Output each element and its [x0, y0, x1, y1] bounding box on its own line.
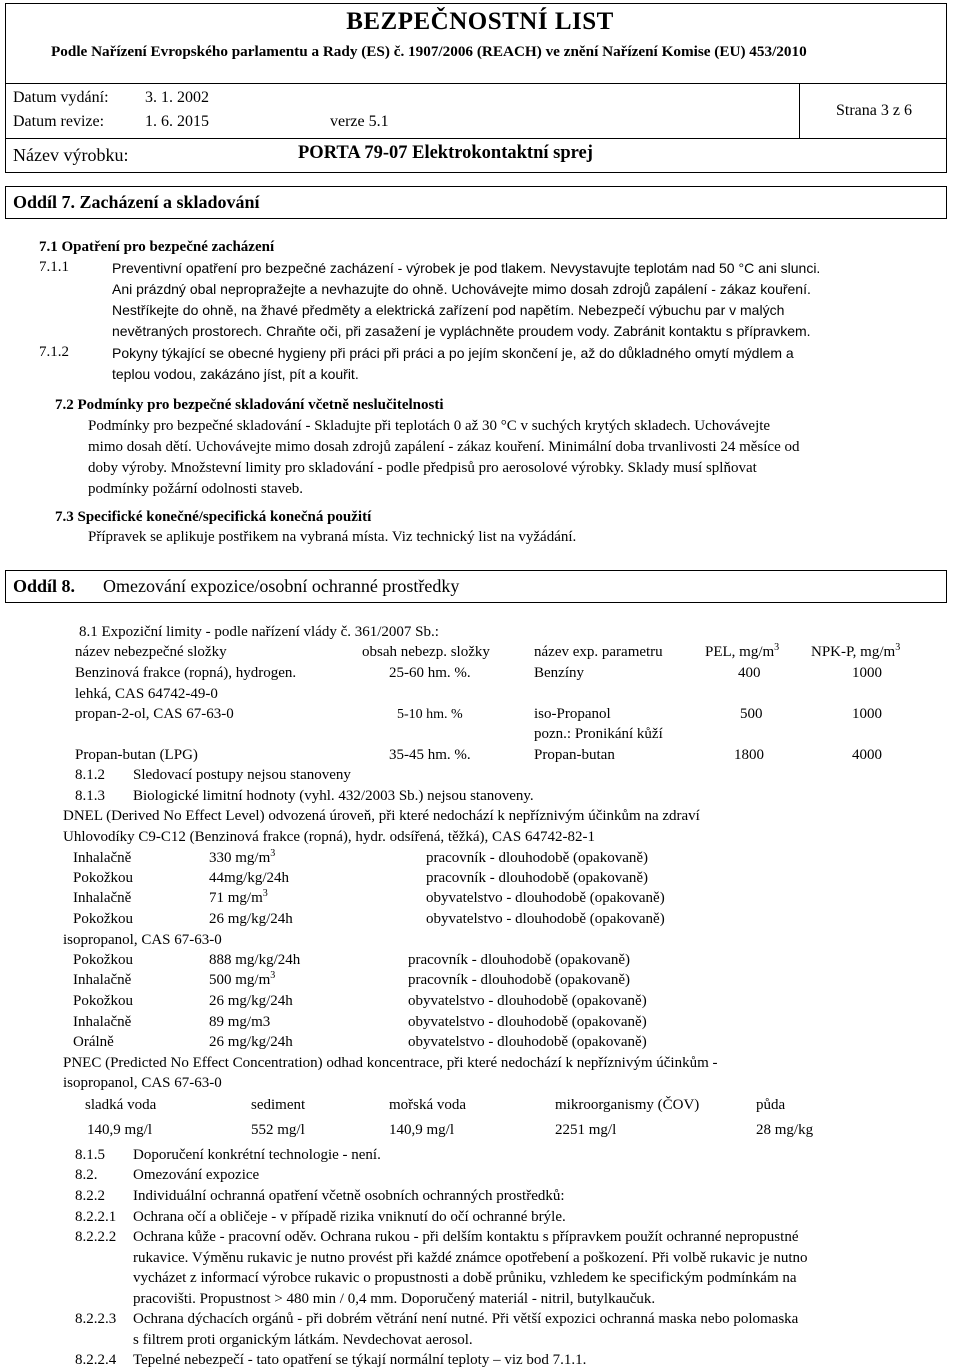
item-number: 8.2.2 — [75, 1188, 105, 1204]
pnec-intro: PNEC (Predicted No Effect Concentration) odhad koncentrace, při které nedochází k nepříznivým účinkům - — [63, 1055, 718, 1071]
header-divider-2 — [5, 138, 947, 139]
header-vertical-divider — [799, 83, 800, 138]
dnel-value: 26 mg/kg/24h — [209, 1034, 293, 1050]
item-number: 8.2. — [75, 1167, 98, 1183]
table-row-3-content: 35-45 hm. %. — [389, 747, 471, 763]
version: verze 5.1 — [330, 113, 389, 130]
page-number: Strana 3 z 6 — [836, 102, 912, 119]
table-header-component: název nebezpečné složky — [75, 644, 227, 660]
dnel-target: pracovník - dlouhodobě (opakovaně) — [426, 850, 649, 866]
item-number: 8.2.2.2 — [75, 1229, 117, 1245]
text-7-2-line: Podmínky pro bezpečné skladování - Skladujte při teplotách 0 až 30 °C v suchých krytých skladech. Uchovávejte — [88, 418, 771, 434]
dnel-substance-1: Uhlovodíky C9-C12 (Benzinová frakce (ropná), hydr. odsířená, těžká), CAS 64742-82-1 — [63, 829, 595, 845]
text-7-1-1-line: Preventivní opatření pro bezpečné zacházení - výrobek je pod tlakem. Nevystavujte teplotám nad 50 °C ani slunci. — [112, 260, 821, 276]
item-number: 8.1.5 — [75, 1147, 105, 1163]
dnel-value: 500 $mg/m^3$ — [209, 970, 276, 988]
text-7-1-1-line: nevětraných prostorech. Chraňte oči, při zasažení je vypláchněte proudem vody. Zabránit kontaktu s přípravkem. — [112, 323, 811, 339]
dnel-target: pracovník - dlouhodobě (opakovaně) — [408, 952, 631, 968]
table-row-2-name: propan-2-ol, CAS 67-63-0 — [75, 706, 234, 722]
issue-date: 3. 1. 2002 — [145, 89, 209, 106]
text-7-1-2-line: Pokyny týkající se obecné hygieny při práci při práci a po jejím skončení je, až do důkladného omytí mýdlem a — [112, 345, 794, 361]
text-7-3: Přípravek se aplikuje postřikem na vybraná místa. Viz technický list na vyžádání. — [88, 529, 577, 545]
table-row-3-param: Propan-butan — [534, 747, 615, 763]
table-row-2-param-2: pozn.: Pronikání kůží — [534, 726, 663, 742]
dnel-route: Inhalačně — [73, 972, 132, 988]
table-row-2-content: 5-10 hm. % — [397, 707, 463, 722]
heading-7-1: 7.1 Opatření pro bezpečné zacházení — [39, 239, 275, 255]
dnel-route: Pokožkou — [73, 952, 133, 968]
dnel-substance-2: isopropanol, CAS 67-63-0 — [63, 932, 222, 948]
text-8-1-2: Sledovací postupy nejsou stanoveny — [133, 767, 351, 783]
dnel-route: Inhalačně — [73, 850, 132, 866]
table-row-3-npk: 4000 — [852, 747, 882, 763]
dnel-value: 330 $mg/m^3$ — [209, 848, 276, 866]
dnel-value: 71 $mg/m^3$ — [209, 888, 268, 906]
item-text: Individuální ochranná opatření včetně osobních ochranných prostředků: — [133, 1188, 565, 1204]
item-text: pracovišti. Propustnost > 480 min / 0,4 mm. Doporučený materiál - nitril, butylkaučuk. — [133, 1291, 656, 1307]
table-header-parameter: název exp. parametru — [534, 644, 663, 660]
pnec-value: 28 mg/kg — [756, 1122, 814, 1138]
text-7-1-1-line: Ani prázdný obal nepropražejte a nevhazujte do ohně. Uchovávejte mimo dosah zdrojů zapálení - zákaz kouření. — [112, 281, 811, 297]
item-text: s filtrem proti organickým látkám. Nevdechovat aerosol. — [133, 1332, 473, 1348]
pnec-value: 140,9 mg/l — [87, 1122, 153, 1138]
text-7-1-2-line: teplou vodou, zakázáno jíst, pít a kouřit. — [112, 366, 359, 382]
table-header-npk: NPK-P, $mg/m^3$ — [811, 642, 901, 660]
revision-date: 1. 6. 2015 — [145, 113, 209, 130]
section-7-title: Oddíl 7. Zacházení a skladování — [13, 192, 260, 212]
product-label: Název výrobku: — [13, 145, 129, 165]
pnec-header: půda — [756, 1097, 786, 1113]
item-number: 8.2.2.4 — [75, 1352, 117, 1368]
item-text: Ochrana dýchacích orgánů - při dobrém větrání není nutné. Při větší expozici ochranná maska nebo polomaska — [133, 1311, 799, 1327]
text-7-2-line: doby výroby. Množstevní limity pro skladování - podle předpisů pro aerosolové výrobky. Sklady musí splňovat — [88, 460, 757, 476]
pnec-header: sladká voda — [85, 1097, 157, 1113]
dnel-target: pracovník - dlouhodobě (opakovaně) — [408, 972, 631, 988]
dnel-value: 26 mg/kg/24h — [209, 911, 293, 927]
dnel-target: obyvatelstvo - dlouhodobě (opakovaně) — [426, 890, 665, 906]
section-8-title-number: Oddíl 8. — [13, 576, 76, 596]
heading-7-3: 7.3 Specifické konečné/specifická konečná použití — [55, 509, 372, 525]
item-number: 8.2.2.1 — [75, 1209, 117, 1225]
section-8-title-text: Omezování expozice/osobní ochranné prostředky — [103, 576, 460, 596]
pnec-header: mořská voda — [389, 1097, 467, 1113]
dnel-route: Pokožkou — [73, 870, 133, 886]
dnel-value: 89 mg/m3 — [209, 1014, 271, 1030]
table-row-3-name: Propan-butan (LPG) — [75, 747, 198, 763]
pnec-header: mikroorganismy (ČOV) — [555, 1097, 700, 1113]
dnel-target: obyvatelstvo - dlouhodobě (opakovaně) — [408, 993, 647, 1009]
item-text: rukavice. Výměnu rukavic je nutno provést při každé známce opotřebení a poškození. Při volbě rukavic je nutno — [133, 1250, 808, 1266]
table-row-2-npk: 1000 — [852, 706, 882, 722]
dnel-route: Pokožkou — [73, 993, 133, 1009]
regulation-text: Podle Nařízení Evropského parlamentu a Rady (ES) č. 1907/2006 (REACH) ve znění Nařízení Komise (EU) 453/2010 — [51, 43, 807, 60]
number-8-1-3: 8.1.3 — [75, 788, 105, 804]
dnel-target: obyvatelstvo - dlouhodobě (opakovaně) — [408, 1014, 647, 1030]
issue-date-label: Datum vydání: — [13, 89, 109, 106]
item-text: vycházet z informací výrobce rukavic o propustnosti a době průniku, vzhledem ke specifickým podmínkám na — [133, 1270, 797, 1286]
dnel-target: pracovník - dlouhodobě (opakovaně) — [426, 870, 649, 886]
pnec-value: 140,9 mg/l — [389, 1122, 455, 1138]
dnel-target: obyvatelstvo - dlouhodobě (opakovaně) — [426, 911, 665, 927]
table-row-1-content: 25-60 hm. %. — [389, 665, 471, 681]
dnel-route: Orálně — [73, 1034, 114, 1050]
dnel-target: obyvatelstvo - dlouhodobě (opakovaně) — [408, 1034, 647, 1050]
table-header-content: obsah nebezp. složky — [362, 644, 490, 660]
table-row-3-pel: 1800 — [734, 747, 764, 763]
table-row-1-name-2: lehká, CAS 64742-49-0 — [75, 686, 218, 702]
item-text: Ochrana očí a obličeje - v případě rizika vniknutí do očí ochranné brýle. — [133, 1209, 566, 1225]
dnel-route: Inhalačně — [73, 890, 132, 906]
table-row-1-name: Benzinová frakce (ropná), hydrogen. — [75, 665, 297, 681]
pnec-header: sediment — [251, 1097, 306, 1113]
document-title: BEZPEČNOSTNÍ LIST — [346, 8, 614, 35]
dnel-value: 26 mg/kg/24h — [209, 993, 293, 1009]
table-row-2-param: iso-Propanol — [534, 706, 611, 722]
dnel-value: 888 mg/kg/24h — [209, 952, 301, 968]
table-header-pel: PEL, $mg/m^3$ — [705, 642, 780, 660]
item-text: Ochrana kůže - pracovní oděv. Ochrana rukou - při delším kontaktu s přípravkem použít ochranné nepropustné — [133, 1229, 799, 1245]
heading-7-2: 7.2 Podmínky pro bezpečné skladování včetně neslučitelnosti — [55, 397, 444, 413]
item-text: Doporučení konkrétní technologie - není. — [133, 1147, 381, 1163]
pnec-substance: isopropanol, CAS 67-63-0 — [63, 1075, 222, 1091]
table-row-2-pel: 500 — [740, 706, 763, 722]
item-text: Tepelné nebezpečí - tato opatření se týkají normální teploty – viz bod 7.1.1. — [133, 1352, 587, 1368]
text-7-2-line: mimo dosah dětí. Uchovávejte mimo dosah zdrojů zapálení - zákaz kouření. Minimální doba trvanlivosti 24 měsíce od — [88, 439, 800, 455]
text-7-2-line: podmínky požární odolnosti staveb. — [88, 481, 303, 497]
item-number: 8.2.2.3 — [75, 1311, 117, 1327]
dnel-value: 44mg/kg/24h — [209, 870, 290, 886]
table-row-1-npk: 1000 — [852, 665, 882, 681]
heading-8-1: 8.1 Expoziční limity - podle nařízení vlády č. 361/2007 Sb.: — [79, 624, 439, 640]
pnec-value: 2251 mg/l — [555, 1122, 617, 1138]
number-8-1-2: 8.1.2 — [75, 767, 105, 783]
table-row-1-param: Benzíny — [534, 665, 584, 681]
text-8-1-3: Biologické limitní hodnoty (vyhl. 432/2003 Sb.) nejsou stanoveny. — [133, 788, 534, 804]
product-name: PORTA 79-07 Elektrokontaktní sprej — [298, 143, 593, 163]
number-7-1-2: 7.1.2 — [39, 344, 69, 360]
number-7-1-1: 7.1.1 — [39, 259, 69, 275]
dnel-route: Inhalačně — [73, 1014, 132, 1030]
item-text: Omezování expozice — [133, 1167, 260, 1183]
revision-date-label: Datum revize: — [13, 113, 105, 130]
dnel-intro: DNEL (Derived No Effect Level) odvozená úroveň, při které nedochází k nepříznivým účinkům na zdraví — [63, 808, 700, 824]
header-divider — [5, 83, 947, 84]
dnel-route: Pokožkou — [73, 911, 133, 927]
pnec-value: 552 mg/l — [251, 1122, 305, 1138]
table-row-1-pel: 400 — [738, 665, 761, 681]
text-7-1-1-line: Nestříkejte do ohně, na žhavé předměty a elektrická zařízení pod napětím. Nebezpečí výbuchu par v malých — [112, 302, 785, 318]
